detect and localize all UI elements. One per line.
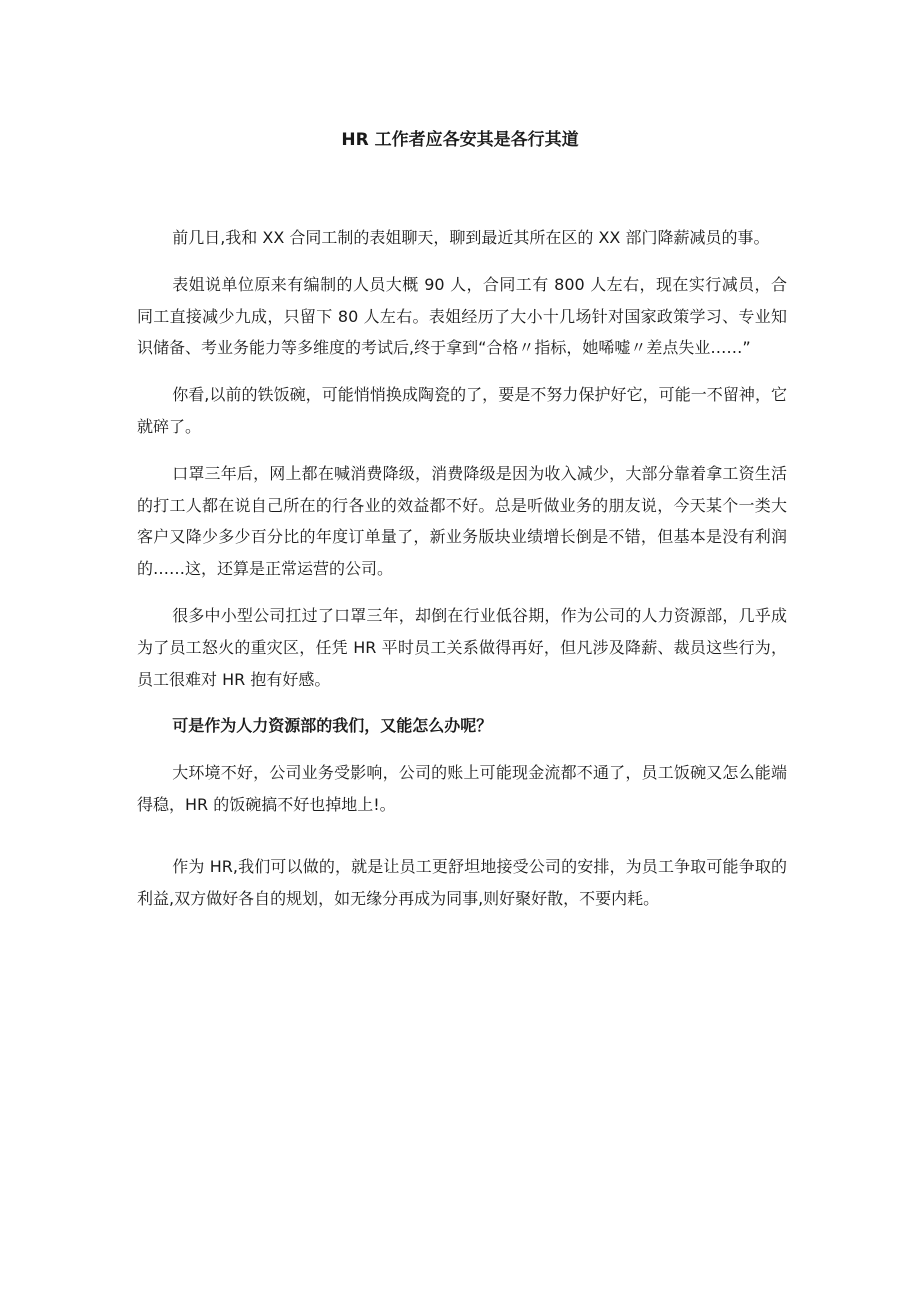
- document-title: HR 工作者应各安其是各行其道: [341, 130, 579, 150]
- paragraph: 作为 HR,我们可以做的，就是让员工更舒坦地接受公司的安排，为员工争取可能争取的利益,双方做好各自的规划，如无缘分再成为同事,则好聚好散，不要内耗。: [137, 856, 787, 908]
- paragraph: 你看,以前的铁饭碗，可能悄悄换成陶瓷的了，要是不努力保护好它，可能一不留神，它就碎了。: [137, 385, 787, 436]
- paragraph: 表姐说单位原来有编制的人员大概 90 人，合同工有 800 人左右，现在实行减员，合同工直接减少九成，只留下 80 人左右。表姐经历了大小十几场针对国家政策学习、专业知识储备、考业务能力等多维度的考试后,终于拿到“合格〃指标，她唏嘘〃差点失业……”: [137, 274, 787, 358]
- paragraph: 口罩三年后，网上都在喊消费降级，消费降级是因为收入减少，大部分靠着拿工资生活的打工人都在说自己所在的行各业的效益都不好。总是听做业务的朋友说，今天某个一类大客户又降少多少百分比的年度订单量了，新业务版块业绩增长倒是不错，但基本是没有利润的……这，还算是正常运营的公司。: [137, 463, 787, 579]
- document-body: [137, 222, 787, 929]
- paragraph: 前几日,我和 XX 合同工制的表姐聊天，聊到最近其所在区的 XX 部门降薪减员的事。: [172, 228, 770, 247]
- paragraph: 很多中小型公司扛过了口罩三年，却倒在行业低谷期，作为公司的人力资源部，几乎成为了员工怒火的重灾区，任凭 HR 平时员工关系做得再好，但凡涉及降薪、裁员这些行为，员工很难对 HR 抱有好感。: [137, 605, 787, 689]
- paragraph: 大环境不好，公司业务受影响，公司的账上可能现金流都不通了，员工饭碗又怎么能端得稳，HR 的饭碗搞不好也掉地上!。: [137, 763, 787, 814]
- paragraph-emphasis: 可是作为人力资源部的我们，又能怎么办呢？: [172, 716, 493, 736]
